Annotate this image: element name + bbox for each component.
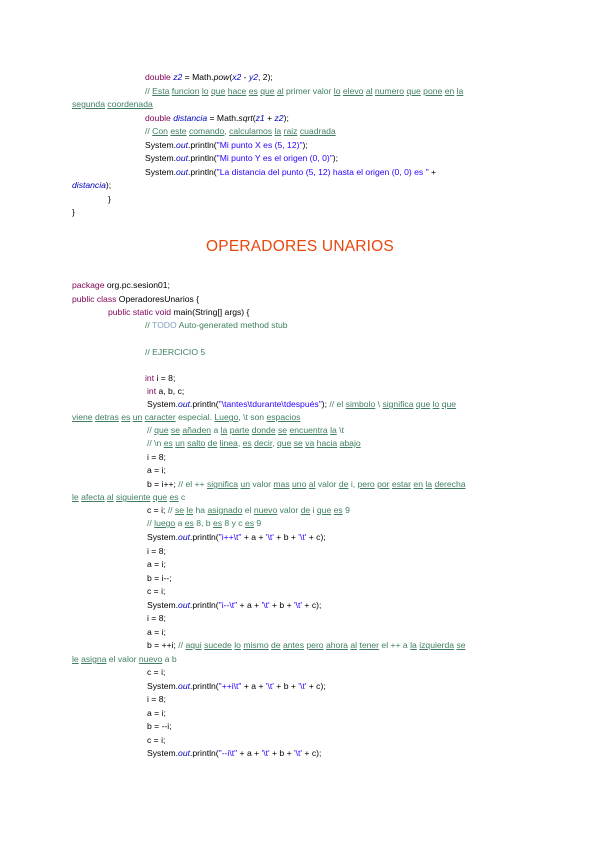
code-token: es [248, 86, 258, 96]
code-token: out [176, 167, 188, 177]
code-token: la [220, 425, 228, 435]
code-line [108, 307, 249, 318]
code-token: izquierda [419, 640, 455, 650]
code-token: double [145, 113, 171, 123]
code-token: pero [357, 479, 375, 489]
code-token: '\t' [298, 532, 307, 542]
code-token: '\t' [265, 532, 274, 542]
code-token: a, b, c; [156, 386, 185, 396]
code-token: + c); [302, 600, 322, 610]
code-token: asignado [207, 505, 243, 515]
code-token: \ [375, 399, 383, 409]
code-token: es [333, 505, 343, 515]
code-token: abajo [339, 438, 361, 448]
code-token: + a + [237, 748, 262, 758]
code-line [147, 667, 165, 678]
code-token: + c); [302, 748, 322, 758]
code-token: en [413, 479, 423, 489]
code-token: , [224, 126, 230, 136]
code-token: .println( [190, 532, 219, 542]
code-token: se [293, 438, 303, 448]
code-line [147, 721, 172, 732]
code-token: segunda [72, 99, 105, 109]
code-token: al [308, 479, 316, 489]
code-token: hacia [316, 438, 338, 448]
code-token: a = i; [147, 627, 166, 637]
code-token: c = i; [147, 667, 166, 677]
code-line [145, 373, 175, 384]
code-token: c = i; [147, 586, 166, 596]
code-token: que [152, 492, 168, 502]
code-token: System. [147, 681, 179, 691]
code-token: el ++ a [379, 640, 411, 650]
code-line [147, 399, 456, 410]
code-token: numero [374, 86, 405, 96]
code-token: a = i; [147, 559, 166, 569]
code-token: siguiente [116, 492, 151, 502]
code-token: "\tantes\tdurante\tdespués" [218, 399, 322, 409]
code-token: el [242, 505, 254, 515]
code-token: a b [162, 654, 177, 664]
code-line [145, 113, 289, 124]
code-token: "--i\t" [218, 748, 238, 758]
code-token: b = --i; [147, 721, 172, 731]
code-token: + c); [306, 532, 326, 542]
code-token: que [415, 399, 431, 409]
code-token: = Math. [207, 113, 239, 123]
code-token: z2 [173, 72, 183, 82]
code-token: // [167, 505, 175, 515]
code-token: "Mi punto X es (5, 12)" [216, 140, 303, 150]
code-token: 8 y c [222, 518, 245, 528]
code-line [147, 586, 165, 597]
code-token: es [244, 518, 255, 528]
code-token: + b + [273, 681, 299, 691]
code-token: parte [229, 425, 250, 435]
code-token: antes [282, 640, 304, 650]
code-token: cuadrada [299, 126, 336, 136]
code-token: // el [329, 399, 346, 409]
code-token: ( [229, 72, 233, 82]
code-token: + a + [237, 600, 262, 610]
code-token: de [300, 505, 311, 515]
code-token: org.pc.sesion01; [104, 280, 170, 290]
code-token: lo [432, 399, 440, 409]
code-token: de [271, 640, 281, 650]
code-token: c [178, 492, 186, 502]
code-token: .println( [188, 140, 217, 150]
code-line [147, 613, 166, 624]
code-token: , [272, 438, 277, 448]
code-token: System. [147, 399, 179, 409]
code-token: por [377, 479, 390, 489]
code-token: out [178, 748, 190, 758]
code-token: // el ++ [178, 479, 207, 489]
code-token: out [178, 681, 190, 691]
code-token: aqui [185, 640, 202, 650]
code-token: package [72, 280, 105, 290]
code-line [147, 708, 166, 719]
code-line [147, 681, 326, 692]
code-line [145, 72, 273, 83]
code-token: public static void [108, 307, 172, 317]
code-token: valor [277, 505, 301, 515]
code-token: pone [423, 86, 443, 96]
code-token: lo [201, 86, 209, 96]
code-token: + b + [273, 532, 299, 542]
code-token: se [278, 425, 288, 435]
code-token: a [211, 425, 221, 435]
code-token: // EJERCICIO 5 [145, 347, 206, 357]
code-token: funcion [171, 86, 200, 96]
code-token: "Mi punto Y es el origen (0, 0)" [216, 153, 333, 163]
code-token: out [178, 600, 190, 610]
code-token: es [212, 518, 223, 528]
code-token: c = i; [147, 505, 168, 515]
code-token: i = 8; [147, 694, 166, 704]
code-token: de [207, 438, 218, 448]
code-token: el valor [106, 654, 139, 664]
code-line [147, 600, 321, 611]
code-token: al [276, 86, 284, 96]
code-token: System. [147, 748, 179, 758]
code-token: al [106, 492, 114, 502]
code-token: ); [302, 140, 308, 150]
code-token: .println( [190, 399, 219, 409]
code-token: '\t' [298, 681, 307, 691]
code-token: out [176, 153, 188, 163]
code-token: Esta [152, 86, 170, 96]
code-line [147, 505, 350, 516]
code-line [72, 280, 170, 291]
code-token: decir [254, 438, 273, 448]
code-token: int [145, 373, 155, 383]
code-token: // [145, 320, 153, 330]
code-token: + [264, 113, 275, 123]
code-token: afecta [81, 492, 105, 502]
code-line [147, 386, 184, 397]
code-token: .println( [190, 748, 219, 758]
code-token: viene [72, 412, 93, 422]
code-token: que [154, 425, 169, 435]
code-token: se [170, 425, 180, 435]
code-token: primer valor [283, 86, 334, 96]
code-token: le [72, 492, 79, 502]
code-token: lo [333, 86, 341, 96]
code-token: mismo [243, 640, 269, 650]
code-token: ); [321, 399, 330, 409]
code-token: ); [332, 153, 339, 163]
code-line [147, 627, 166, 638]
code-token: este [170, 126, 187, 136]
code-token: i [310, 505, 317, 515]
code-line [145, 347, 205, 358]
code-token: // [147, 425, 155, 435]
code-line [147, 694, 166, 705]
code-line [147, 465, 166, 476]
code-line [147, 452, 166, 463]
code-token: x2 [232, 72, 242, 82]
code-line [147, 425, 344, 436]
code-token: z2 [274, 113, 284, 123]
code-token: 9 [342, 505, 350, 515]
code-token: public class [72, 294, 117, 304]
code-token: ( [252, 113, 256, 123]
code-token: ); [283, 113, 289, 123]
code-token: i = 8; [154, 373, 176, 383]
code-line [147, 735, 165, 746]
code-token: } [72, 207, 75, 217]
code-token: z1 [255, 113, 265, 123]
code-token: double [145, 72, 171, 82]
code-token: pow [213, 72, 230, 82]
code-token: i = 8; [147, 546, 166, 556]
code-token: + [428, 167, 437, 177]
code-line [72, 294, 199, 305]
code-token: que [406, 86, 421, 96]
code-token: ahora [325, 640, 348, 650]
code-token: - [241, 72, 249, 82]
code-token: lo [234, 640, 241, 650]
code-token: OperadoresUnarios { [116, 294, 200, 304]
code-token: \t [336, 425, 344, 435]
code-token: es [163, 438, 173, 448]
code-token: de [338, 479, 349, 489]
code-token: main(String[] args) { [171, 307, 250, 317]
code-token: al [365, 86, 373, 96]
code-token: + a + [241, 532, 266, 542]
code-token: uno [292, 479, 307, 489]
code-token: simbolo [345, 399, 376, 409]
code-token: // \n [147, 438, 164, 448]
code-token: "++i\t" [218, 681, 242, 691]
code-token: y2 [248, 72, 259, 82]
code-line [147, 748, 321, 759]
code-token: encuentra [289, 425, 328, 435]
code-token: calculamos [229, 126, 273, 136]
code-token: es [184, 518, 194, 528]
code-token: + b + [269, 748, 294, 758]
code-token: System. [145, 153, 177, 163]
code-token: .println( [190, 681, 219, 691]
code-token: hace [227, 86, 247, 96]
code-token: sqrt [238, 113, 253, 123]
code-token: '\t' [265, 681, 274, 691]
code-token: va [305, 438, 315, 448]
code-token: a = i; [147, 708, 166, 718]
code-token: System. [145, 167, 177, 177]
code-token: '\t' [293, 600, 303, 610]
code-line [145, 140, 308, 151]
code-token: un [240, 479, 250, 489]
code-token: + b + [269, 600, 294, 610]
code-token: estar [391, 479, 412, 489]
code-token: c = i; [147, 735, 166, 745]
code-line [147, 438, 361, 449]
code-token: // [145, 126, 153, 136]
code-token: '\t' [293, 748, 303, 758]
code-token: le [72, 654, 79, 664]
code-token: a [175, 518, 185, 528]
code-token: elevo [342, 86, 364, 96]
code-token: = Math. [182, 72, 214, 82]
code-line [72, 207, 75, 218]
code-token: // [147, 518, 155, 528]
code-token: significa [206, 479, 239, 489]
code-token: b = i--; [147, 573, 172, 583]
code-token: la [456, 86, 464, 96]
code-token: .println( [188, 167, 217, 177]
code-token: .println( [190, 600, 219, 610]
code-token: + a + [241, 681, 266, 691]
code-token: "La distancia del punto (5, 12) hasta el origen (0, 0) es " [216, 167, 429, 177]
code-token: que [316, 505, 332, 515]
code-token: , 2); [258, 72, 273, 82]
code-line [72, 492, 185, 503]
code-token: Auto-generated method stub [176, 320, 288, 330]
code-token: especial. [175, 412, 215, 422]
code-token: i = 8; [147, 613, 166, 623]
code-token: valor [249, 479, 274, 489]
code-line [72, 654, 177, 665]
code-token: asigna [81, 654, 107, 664]
code-line [145, 153, 338, 164]
code-token: "i--\t" [218, 600, 238, 610]
code-token: añaden [182, 425, 212, 435]
code-token: Luego [214, 412, 239, 422]
code-token: nuevo [138, 654, 163, 664]
code-line [147, 640, 466, 651]
code-token: .println( [188, 153, 217, 163]
code-line [147, 518, 261, 529]
code-token: , \t son [238, 412, 267, 422]
code-token: que [277, 438, 292, 448]
code-token: valor [315, 479, 339, 489]
code-token: TODO [152, 320, 177, 330]
code-token: out [178, 399, 190, 409]
code-line [147, 479, 466, 490]
code-token: caracter [144, 412, 176, 422]
code-token: comando [188, 126, 225, 136]
code-token: + c); [306, 681, 326, 691]
code-token: salto [187, 438, 206, 448]
code-token: se [174, 505, 185, 515]
code-token: 9 [254, 518, 262, 528]
code-token: la [274, 126, 282, 136]
code-line [145, 320, 288, 331]
code-token: System. [145, 140, 177, 150]
code-line [145, 167, 436, 178]
code-token: un [132, 412, 143, 422]
code-token: distancia [72, 180, 106, 190]
code-token: linea [219, 438, 238, 448]
code-token: // [145, 86, 153, 96]
code-token: } [108, 194, 111, 204]
code-token: que [441, 399, 457, 409]
code-token: luego [154, 518, 176, 528]
code-token: b = ++i; [147, 640, 179, 650]
code-line [108, 194, 111, 205]
code-token: mas [273, 479, 290, 489]
code-line [72, 99, 153, 110]
code-token: ha [193, 505, 208, 515]
code-token: distancia [173, 113, 208, 123]
code-token: se [456, 640, 466, 650]
code-token: a = i; [147, 465, 166, 475]
code-token: int [147, 386, 157, 396]
code-token: la [410, 640, 417, 650]
code-token: // [178, 640, 186, 650]
code-token: "i++\t" [218, 532, 242, 542]
code-token: Con [152, 126, 168, 136]
code-token: '\t' [261, 600, 270, 610]
code-token: espacios [266, 412, 301, 422]
code-token: al [350, 640, 358, 650]
code-token: la [425, 479, 433, 489]
code-line [147, 573, 172, 584]
code-token: ); [105, 180, 112, 190]
code-token: i = 8; [147, 452, 166, 462]
code-token: significa [382, 399, 414, 409]
code-token: System. [147, 600, 179, 610]
code-token: es [169, 492, 179, 502]
code-token: que [260, 86, 275, 96]
code-line [145, 86, 463, 97]
code-token: tener [359, 640, 380, 650]
code-token: la [330, 425, 337, 435]
code-token: detras [94, 412, 119, 422]
code-token: raiz [283, 126, 298, 136]
code-line [72, 412, 300, 423]
code-token: 8, b [193, 518, 213, 528]
code-token: sucede [204, 640, 232, 650]
code-token: derecha [434, 479, 466, 489]
code-line [147, 532, 326, 543]
code-token: es [121, 412, 131, 422]
code-token: coordenada [107, 99, 153, 109]
code-line [147, 546, 166, 557]
code-line [145, 126, 336, 137]
section-heading: OPERADORES UNARIOS [206, 238, 394, 255]
code-token: nuevo [253, 505, 278, 515]
code-token: i, [348, 479, 358, 489]
code-token: un [175, 438, 185, 448]
code-token: que [210, 86, 226, 96]
code-token: System. [147, 532, 179, 542]
code-token: en [444, 86, 455, 96]
code-token: donde [251, 425, 276, 435]
code-token: out [176, 140, 188, 150]
code-line [147, 559, 166, 570]
code-token: out [178, 532, 190, 542]
code-token: le [186, 505, 194, 515]
code-token: '\t' [261, 748, 270, 758]
code-token: es [242, 438, 252, 448]
code-line [72, 180, 111, 191]
code-token: , [237, 438, 243, 448]
code-token: pero [306, 640, 324, 650]
code-token: b = i++; [147, 479, 179, 489]
